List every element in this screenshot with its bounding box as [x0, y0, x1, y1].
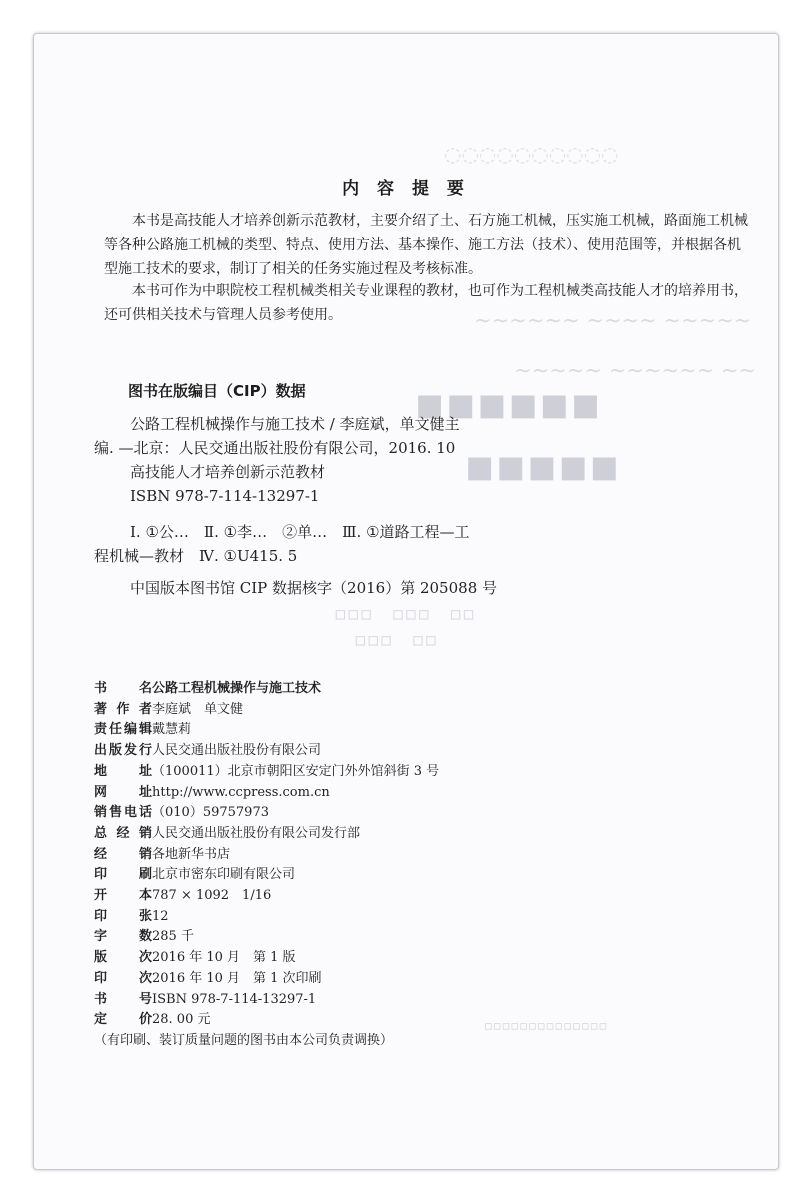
copyright-page	[33, 33, 779, 1170]
colophon-row	[94, 948, 654, 969]
cip-record-number: 中国版本图书馆 CIP 数据核字（2016）第 205088 号	[130, 579, 498, 597]
colophon-value: 人民交通出版社股份有限公司	[152, 743, 322, 759]
price-value: 28. 00 元	[152, 1012, 211, 1028]
colophon-label: 印次	[94, 970, 152, 986]
show-through-text: ▫▫ ▫▫▫ ▫▫▫	[334, 605, 476, 627]
colophon-label: 书号	[94, 991, 152, 1007]
colophon-row	[94, 927, 654, 948]
colophon-label: 开本	[94, 888, 152, 904]
colophon-value: 戴慧莉	[152, 722, 192, 738]
colophon-row	[94, 824, 654, 845]
colophon-row	[94, 679, 654, 700]
cip-line: 编. —北京：人民交通出版社股份有限公司，2016. 10	[94, 439, 456, 457]
cip-classification	[94, 520, 654, 568]
colophon-label: 版次	[94, 950, 152, 966]
colophon-label: 印刷	[94, 867, 152, 883]
summary-heading: 内 容 提 要	[342, 179, 470, 199]
colophon-row	[94, 700, 654, 721]
colophon-value: 公路工程机械操作与施工技术	[152, 681, 322, 696]
colophon-row	[94, 1031, 654, 1052]
colophon-label: 字数	[94, 929, 152, 945]
colophon-value: 2016 年 10 月 第 1 次印刷	[152, 970, 322, 986]
colophon-value: （100011）北京市朝阳区安定门外外馆斜街 3 号	[152, 763, 440, 779]
cip-heading: 图书在版编目（CIP）数据	[128, 382, 306, 400]
colophon-row	[94, 865, 654, 886]
colophon-row	[94, 741, 654, 762]
colophon-label: 地址	[94, 763, 152, 779]
cip-line: 公路工程机械操作与施工技术 / 李庭斌，单文健主	[130, 415, 460, 433]
colophon-label: 出版发行	[94, 743, 152, 759]
show-through-text: ▫▫ ▫▫▫	[354, 631, 438, 653]
colophon-row	[94, 762, 654, 783]
colophon-row	[94, 907, 654, 928]
cip-classification-line: 程机械—教材 Ⅳ. ①U415. 5	[94, 547, 298, 565]
show-through-text: ◌◌◌◌◌◌◌◌◌◌	[444, 142, 619, 166]
colophon-label: 经销	[94, 846, 152, 862]
colophon-label: 定价	[94, 1012, 152, 1028]
colophon-label: 书名	[94, 681, 152, 696]
colophon-value: 12	[152, 908, 169, 924]
colophon-row	[94, 969, 654, 990]
show-through-text: ▪▪▪▪▪	[464, 446, 620, 500]
colophon-value: 人民交通出版社股份有限公司发行部	[152, 825, 361, 841]
summary-paragraph: 本书可作为中职院校工程机械类相关专业课程的教材，也可作为工程机械类高技能人才的培养用书，还可供相关技术与管理人员参考使用。	[104, 283, 748, 323]
colophon-row	[94, 783, 654, 804]
show-through-text: ▪▪▪▪▪▪	[414, 384, 602, 438]
colophon-row	[94, 720, 654, 741]
cip-line: 高技能人才培养创新示范教材	[130, 463, 326, 481]
colophon-row	[94, 845, 654, 866]
isbn-value: ISBN 978-7-114-13297-1	[152, 991, 317, 1007]
summary-paragraph: 本书是高技能人才培养创新示范教材，主要介绍了土、石方施工机械，压实施工机械，路面施工机械等各种公路施工机械的类型、特点、使用方法、基本操作、施工方法（技术）、使用范围等，并根据各机型施工技术的要求，制订了相关的任务实施过程及考核标准。	[104, 213, 748, 277]
colophon-label: 销售电话	[94, 805, 152, 821]
show-through-text: ▫▫▫▫▫▫▫▫▫▫▫▫▫▫	[484, 1019, 608, 1034]
colophon-value: 2016 年 10 月 第 1 版	[152, 950, 296, 966]
show-through-text: ~~ ~~~~~~ ~~~~~	[514, 359, 757, 383]
colophon-row	[94, 886, 654, 907]
colophon-value: 北京市密东印刷有限公司	[152, 867, 296, 883]
colophon-row	[94, 1010, 654, 1031]
colophon-value: 各地新华书店	[152, 846, 231, 862]
publisher-website: http://www.ccpress.com.cn	[152, 784, 330, 800]
colophon-value: 285 千	[152, 929, 194, 945]
colophon-label: 总经销	[94, 825, 152, 841]
colophon-label: 印张	[94, 908, 152, 924]
quality-note: （有印刷、装订质量问题的图书由本公司负责调换）	[94, 1032, 394, 1048]
colophon-value: 李庭斌 单文健	[152, 701, 244, 717]
cip-classification-line: Ⅰ. ①公… Ⅱ. ①李… ②单… Ⅲ. ①道路工程—工	[130, 523, 470, 541]
colophon-label: 责任编辑	[94, 722, 152, 738]
cip-record	[94, 576, 654, 600]
cip-data-block	[94, 412, 654, 508]
sales-phone: （010）59757973	[152, 805, 269, 821]
colophon-label: 著作者	[94, 701, 152, 717]
cip-line: ISBN 978-7-114-13297-1	[130, 487, 320, 505]
colophon	[94, 679, 654, 1052]
colophon-value: 787 × 1092 1/16	[152, 888, 272, 904]
colophon-label: 网址	[94, 784, 152, 800]
colophon-row	[94, 990, 654, 1011]
show-through-text: ~~~~~ ~~~~ ~~~~~~	[474, 309, 752, 333]
colophon-row	[94, 803, 654, 824]
